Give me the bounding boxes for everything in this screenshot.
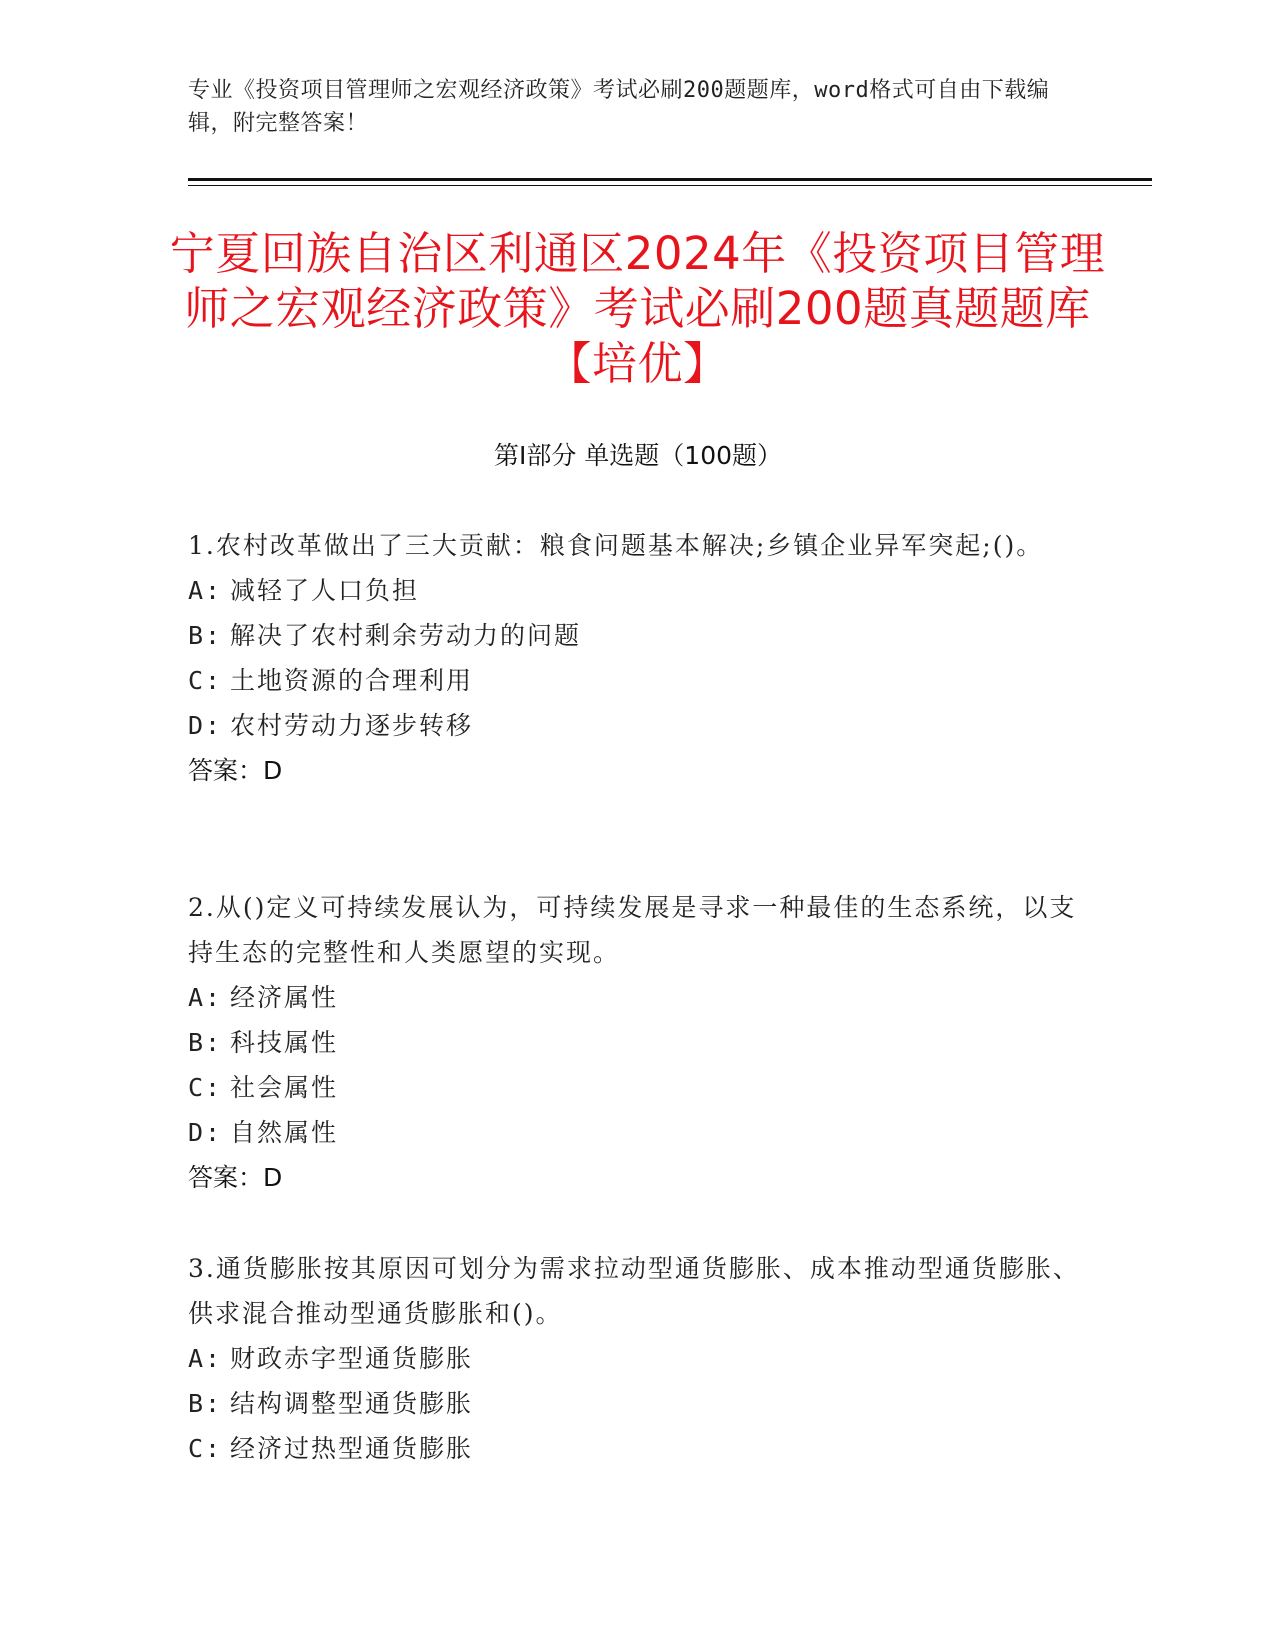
answer: 答案：D — [188, 1163, 283, 1192]
option-letter: C: — [188, 666, 223, 695]
option-text: 结构调整型通货膨胀 — [230, 1389, 474, 1418]
question-text: 2.从()定义可持续发展认为，可持续发展是寻求一种最佳的生态系统，以支持生态的完整性和人类愿望的实现。 — [188, 893, 1077, 967]
option-letter: C: — [188, 1073, 223, 1102]
option-letter: A: — [188, 1344, 223, 1373]
option-letter: A: — [188, 983, 223, 1012]
header-divider-thick — [188, 178, 1152, 181]
option-text: 经济属性 — [230, 983, 339, 1012]
header-divider-thin — [188, 185, 1152, 186]
question-1 — [188, 523, 1088, 793]
option-letter: B: — [188, 1389, 223, 1418]
option-c — [188, 1065, 1088, 1110]
option-letter: B: — [188, 621, 223, 650]
option-text: 经济过热型通货膨胀 — [230, 1434, 474, 1463]
question-3 — [188, 1246, 1088, 1471]
option-text: 土地资源的合理利用 — [230, 666, 474, 695]
option-text: 自然属性 — [230, 1118, 339, 1147]
document-title: 宁夏回族自治区利通区2024年《投资项目管理师之宏观经济政策》考试必刷200题真题题库【培优】 — [169, 227, 1106, 390]
option-a — [188, 568, 1088, 613]
option-a — [188, 1336, 1088, 1381]
option-letter: B: — [188, 1028, 223, 1057]
option-d — [188, 703, 1088, 748]
question-text: 3.通货膨胀按其原因可划分为需求拉动型通货膨胀、成本推动型通货膨胀、供求混合推动型通货膨胀和()。 — [188, 1254, 1080, 1328]
option-text: 财政赤字型通货膨胀 — [230, 1344, 474, 1373]
option-text: 科技属性 — [230, 1028, 339, 1057]
option-c — [188, 658, 1088, 703]
option-text: 解决了农村剩余劳动力的问题 — [230, 621, 582, 650]
document-intro: 专业《投资项目管理师之宏观经济政策》考试必刷200题题库，word格式可自由下载编辑，附完整答案！ — [188, 78, 1050, 136]
section-title: 第Ⅰ部分 单选题（100题） — [493, 441, 783, 470]
option-b — [188, 613, 1088, 658]
option-a — [188, 975, 1088, 1020]
option-c — [188, 1426, 1088, 1471]
option-text: 社会属性 — [230, 1073, 339, 1102]
option-b — [188, 1381, 1088, 1426]
option-text: 农村劳动力逐步转移 — [230, 711, 474, 740]
option-d — [188, 1110, 1088, 1155]
option-b — [188, 1020, 1088, 1065]
option-letter: D: — [188, 711, 223, 740]
option-letter: A: — [188, 576, 223, 605]
answer: 答案：D — [188, 756, 283, 785]
option-letter: C: — [188, 1434, 223, 1463]
option-text: 减轻了人口负担 — [230, 576, 420, 605]
question-text: 1.农村改革做出了三大贡献：粮食问题基本解决;乡镇企业异军突起;()。 — [188, 531, 1044, 560]
question-2 — [188, 885, 1088, 1200]
option-letter: D: — [188, 1118, 223, 1147]
